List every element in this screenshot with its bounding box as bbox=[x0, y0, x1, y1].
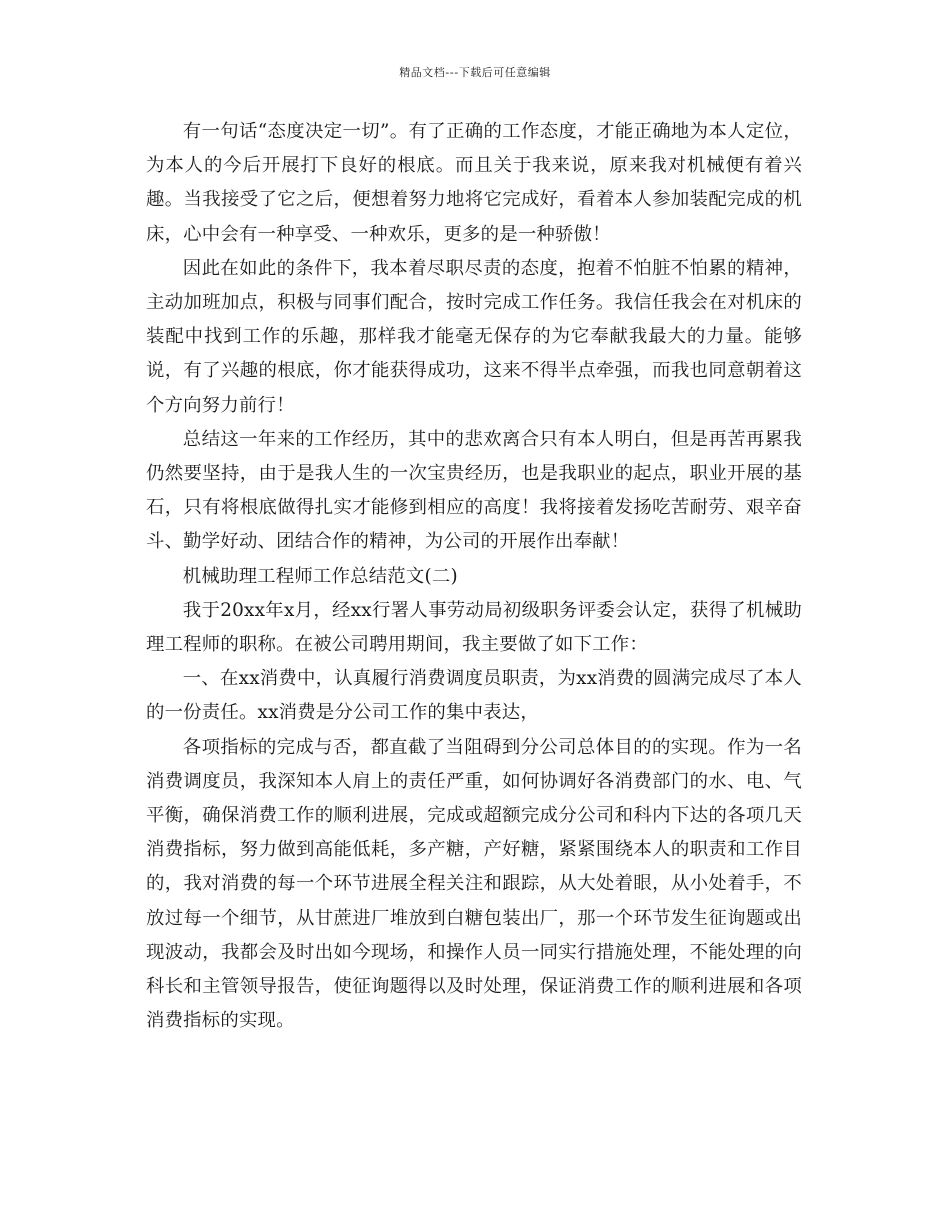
paragraph: 一、在xx消费中，认真履行消费调度员职责，为xx消费的圆满完成尽了本人的一份责任。xx消费是分公司工作的集中表达， bbox=[146, 668, 802, 724]
section-title: 机械助理工程师工作总结范文(二) bbox=[182, 565, 458, 587]
paragraph: 因此在如此的条件下，我本着尽职尽责的态度，抱着不怕脏不怕累的精神，主动加班加点，积极与同事们配合，按时完成工作任务。我信任我会在对机床的装配中找到工作的乐趣，那样我才能毫无保存的为它奉献我最大的力量。能够说，有了兴趣的根底，你才能获得成功，这来不得半点牵强，而我也同意朝着这个方向努力前行！ bbox=[146, 257, 802, 416]
paragraph: 我于20xx年x月，经xx行署人事劳动局初级职务评委会认定，获得了机械助理工程师的职称。在被公司聘用期间，我主要做了如下工作： bbox=[146, 599, 802, 656]
page-header: 精品文档---下载后可任意编辑 bbox=[399, 66, 551, 79]
paragraph: 有一句话“态度决定一切”。有了正确的工作态度，才能正确地为本人定位，为本人的今后开展打下良好的根底。而且关于我来说，原来我对机械便有着兴趣。当我接受了它之后，便想着努力地将它完成好，看着本人参加装配完成的机床，心中会有一种享受、一种欢乐，更多的是一种骄傲！ bbox=[146, 121, 802, 245]
paragraph: 各项指标的完成与否，都直截了当阻碍到分公司总体目的的实现。作为一名消费调度员，我深知本人肩上的责任严重，如何协调好各消费部门的水、电、气平衡，确保消费工作的顺利进展，完成或超额完成分公司和科内下达的各项几天消费指标，努力做到高能低耗，多产糖，产好糖，紧紧围绕本人的职责和工作目的，我对消费的每一个环节进展全程关注和跟踪，从大处着眼，从小处着手，不放过每一个细节，从甘蔗进厂堆放到白糖包装出厂，那一个环节发生征询题或出现波动，我都会及时出如今现场，和操作人员一同实行措施处理，不能处理的向科长和主管领导报告，使征询题得以及时处理，保证消费工作的顺利进展和各项消费指标的实现。 bbox=[146, 736, 802, 1032]
paragraph: 总结这一年来的工作经历，其中的悲欢离合只有本人明白，但是再苦再累我仍然要坚持，由于是我人生的一次宝贵经历，也是我职业的起点，职业开展的基石，只有将根底做得扎实才能修到相应的高度！我将接着发扬吃苦耐劳、艰辛奋斗、勤学好动、团结合作的精神，为公司的开展作出奉献！ bbox=[146, 428, 802, 553]
document-body bbox=[146, 115, 802, 1038]
